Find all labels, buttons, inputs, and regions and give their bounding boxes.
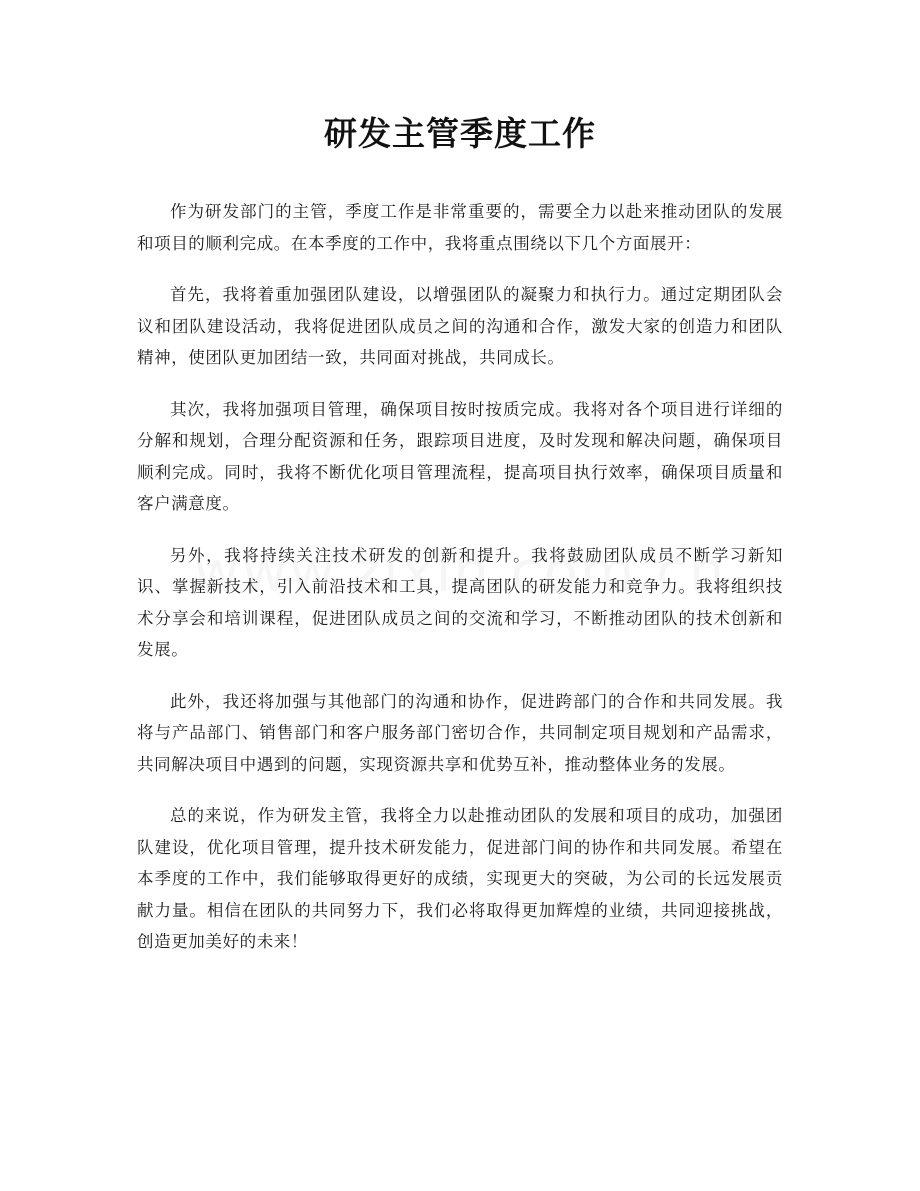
- paragraph-team-building: 首先，我将着重加强团队建设，以增强团队的凝聚力和执行力。通过定期团队会议和团队建设活动，我将促进团队成员之间的沟通和合作，激发大家的创造力和团队精神，使团队更加团结一致，共同面对挑战，共同成长。: [137, 285, 783, 367]
- paragraph-intro: 作为研发部门的主管，季度工作是非常重要的，需要全力以赴来推动团队的发展和项目的顺利完成。在本季度的工作中，我将重点围绕以下几个方面展开：: [137, 202, 783, 253]
- paragraph-tech-innovation: 另外，我将持续关注技术研发的创新和提升。我将鼓励团队成员不断学习新知识、掌握新技术，引入前沿技术和工具，提高团队的研发能力和竞争力。我将组织技术分享会和培训课程，促进团队成员之间的交流和学习，不断推动团队的技术创新和发展。: [137, 545, 783, 659]
- document-body: [137, 196, 783, 958]
- paragraph-cross-department: 此外，我还将加强与其他部门的沟通和协作，促进跨部门的合作和共同发展。我将与产品部门、销售部门和客户服务部门密切合作，共同制定项目规划和产品需求，共同解决项目中遇到的问题，实现资源共享和优势互补，推动整体业务的发展。: [137, 691, 783, 774]
- paragraph-project-management: 其次，我将加强项目管理，确保项目按时按质完成。我将对各个项目进行详细的分解和规划，合理分配资源和任务，跟踪项目进度，及时发现和解决问题，确保项目顺利完成。同时，我将不断优化项目管理流程，提高项目执行效率，确保项目质量和客户满意度。: [137, 399, 783, 513]
- document-title: 研发主管季度工作: [324, 114, 596, 153]
- paragraph-conclusion: 总的来说，作为研发主管，我将全力以赴推动团队的发展和项目的成功，加强团队建设，优化项目管理，提升技术研发能力，促进部门间的协作和共同发展。希望在本季度的工作中，我们能够取得更好的成绩，实现更大的突破，为公司的长远发展贡献力量。相信在团队的共同努力下，我们必将取得更加辉煌的业绩，共同迎接挑战，创造更加美好的未来！: [137, 806, 783, 951]
